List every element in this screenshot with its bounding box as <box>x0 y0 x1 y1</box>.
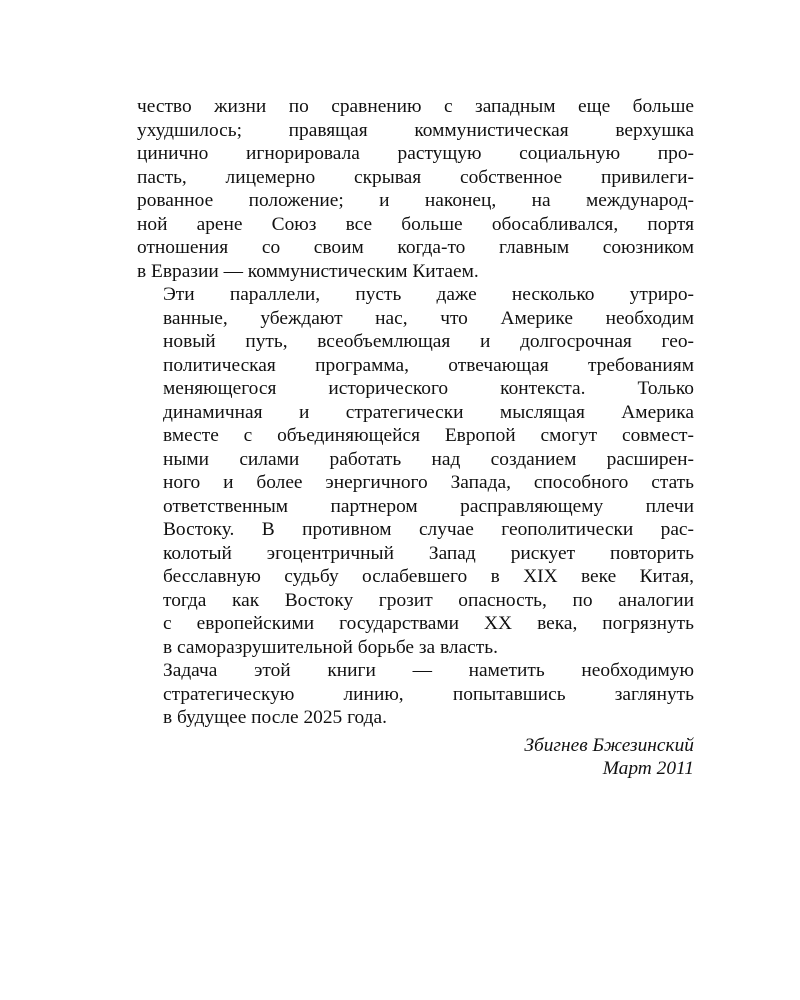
text-line: колотый эгоцентричный Запад рискует повторить <box>163 542 694 564</box>
book-page <box>137 95 694 781</box>
text-line: Эти параллели, пусть даже несколько утриро- <box>163 284 694 305</box>
text-line: ухудшилось; правящая коммунистическая верхушка <box>137 119 694 141</box>
signature-author: Збигнев Бжезинский <box>524 734 694 756</box>
text-line: новый путь, всеобъемлющая и долгосрочная гео- <box>163 331 694 352</box>
text-line: чество жизни по сравнению с западным еще больше <box>137 96 694 117</box>
text-line: ответственным партнером расправляющему плечи <box>163 495 694 517</box>
text-line: политическая программа, отвечающая требованиям <box>163 354 694 376</box>
text-line: пасть, лицемерно скрывая собственное привилеги- <box>137 166 694 188</box>
paragraph-2 <box>137 283 694 659</box>
signature-block <box>137 734 694 781</box>
text-line: динамичная и стратегически мыслящая Америка <box>163 401 694 423</box>
paragraph-3 <box>137 659 694 730</box>
text-line: ной арене Союз все больше обосабливался, портя <box>137 213 694 235</box>
text-line: ванные, убеждают нас, что Америке необходим <box>163 307 694 329</box>
text-line: с европейскими государствами XX века, погрязнуть <box>163 613 694 634</box>
text-line: цинично игнорировала растущую социальную про- <box>137 143 694 164</box>
text-line: Востоку. В противном случае геополитически рас- <box>163 519 694 540</box>
text-line: вместе с объединяющейся Европой смогут совмест- <box>163 425 694 446</box>
paragraph-1 <box>137 95 694 283</box>
text-line: рованное положение; и наконец, на международ- <box>137 190 694 211</box>
text-line: ного и более энергичного Запада, способного стать <box>163 472 694 493</box>
text-line: в будущее после 2025 года. <box>163 707 388 728</box>
text-line: Задача этой книги — наметить необходимую <box>163 660 694 681</box>
text-line: отношения со своим когда-то главным союзником <box>137 237 694 258</box>
text-line: бесславную судьбу ослабевшего в XIX веке Китая, <box>163 566 694 587</box>
text-line: меняющегося исторического контекста. Только <box>163 378 694 399</box>
text-line: ными силами работать над созданием расширен- <box>163 448 694 470</box>
text-line: тогда как Востоку грозит опасность, по аналогии <box>163 589 694 611</box>
text-line: в Евразии — коммунистическим Китаем. <box>137 260 479 282</box>
text-line: в саморазрушительной борьбе за власть. <box>163 636 498 658</box>
signature-date: Март 2011 <box>602 758 694 779</box>
text-line: стратегическую линию, попытавшись заглянуть <box>163 683 694 705</box>
